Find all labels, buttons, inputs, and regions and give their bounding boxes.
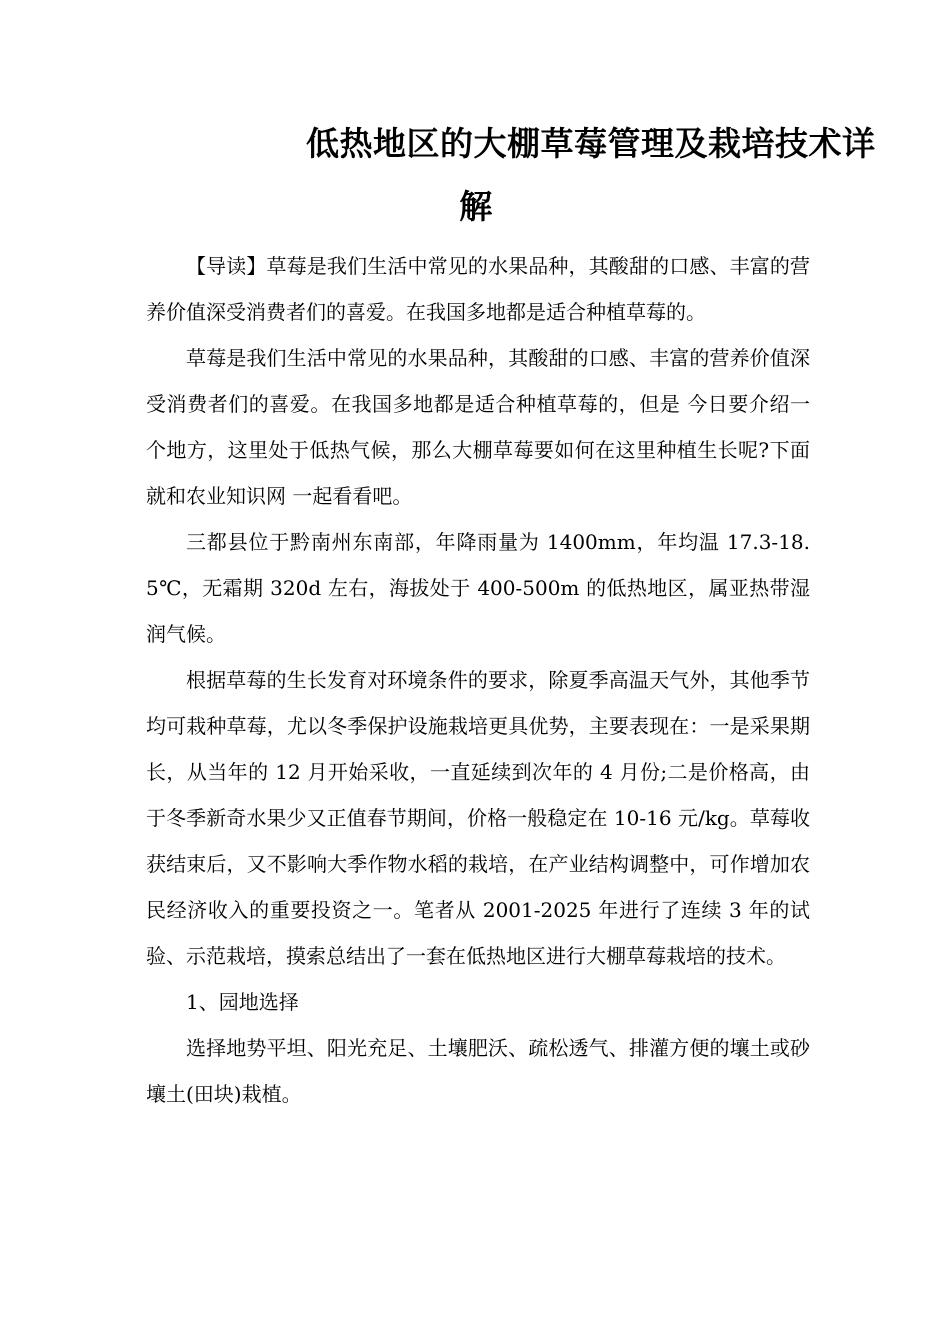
- paragraph-overview: 草莓是我们生活中常见的水果品种，其酸甜的口感、丰富的营养价值深受消费者们的喜爱。在我国多地都是适合种植草莓的，但是 今日要介绍一个地方，这里处于低热气候，那么大棚草莓要如何在这里种植生长呢?下面就和农业知识网 一起看看吧。: [146, 346, 810, 508]
- title-line-1: 低热地区的大棚草莓管理及栽培技术详: [306, 124, 876, 163]
- section-heading-site-selection: 1、园地选择: [186, 990, 299, 1014]
- document-body: [146, 243, 810, 1117]
- paragraph-site-selection: 选择地势平坦、阳光充足、土壤肥沃、疏松透气、排灌方便的壤土或砂壤土(田块)栽植。: [146, 1036, 810, 1106]
- paragraph-intro: 【导读】草莓是我们生活中常见的水果品种，其酸甜的口感、丰富的营养价值深受消费者们的喜爱。在我国多地都是适合种植草莓的。: [146, 254, 810, 324]
- document-title: [146, 112, 876, 238]
- paragraph-advantages: 根据草莓的生长发育对环境条件的要求，除夏季高温天气外，其他季节均可栽种草莓，尤以冬季保护设施栽培更具优势，主要表现在：一是采果期长，从当年的 12 月开始采收，一直延续到次年的 4 月份;二是价格高，由于冬季新奇水果少又正值春节期间，价格一般稳定在 10-16 元/kg。草莓收获结束后，又不影响大季作物水稻的栽培，在产业结构调整中，可作增加农民经济收入的重要投资之一。笔者从 2001-2025 年进行了连续 3 年的试验、示范栽培，摸索总结出了一套在低热地区进行大棚草莓栽培的技术。: [146, 668, 810, 968]
- paragraph-location: 三都县位于黔南州东南部，年降雨量为 1400mm，年均温 17.3-18.5℃，无霜期 320d 左右，海拔处于 400-500m 的低热地区，属亚热带湿润气候。: [146, 530, 810, 646]
- title-line-2: 解: [459, 187, 493, 226]
